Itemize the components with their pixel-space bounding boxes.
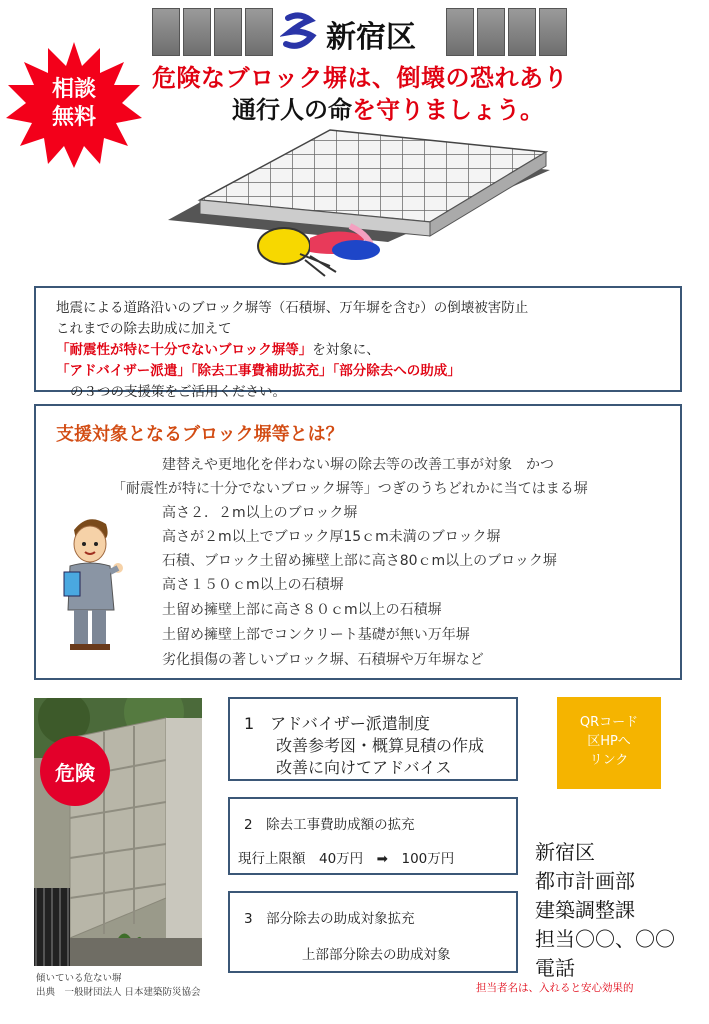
option2-title: 2 除去工事費助成額の拡充 (244, 817, 415, 833)
intro-line3 (56, 340, 680, 361)
main-title-line1: 危険なブロック塀は、倒壊の恐れあり (152, 64, 569, 92)
qr-line2: 区HPへ (587, 734, 631, 749)
intro-emphasis-target: 「耐震性が特に十分でないブロック塀等」 (56, 342, 313, 358)
support-item-5: 土留め擁壁上部に高さ８０ｃm以上の石積塀 (162, 602, 442, 618)
header-decoration-left (152, 8, 273, 56)
staff-illustration (58, 510, 128, 652)
intro-line4: 「アドバイザー派遣」「除去工事費補助拡充」「部分除去への助成」 (56, 363, 461, 379)
support-item-6: 土留め擁壁上部でコンクリート基礎が無い万年塀 (162, 627, 470, 643)
option3-title: 3 部分除去の助成対象拡充 (244, 911, 415, 927)
dangerous-wall-photo (34, 698, 202, 966)
option1-line2: 改善参考図・概算見積の作成 (276, 736, 485, 755)
intro-line1: 地震による道路沿いのブロック塀等（石積塀、万年塀を含む）の倒壊被害防止 (56, 300, 529, 316)
qr-line1: QRコード (579, 715, 639, 730)
option-subsidy-box (228, 797, 518, 875)
intro-line5: の３つの支援策をご活用ください。 (70, 384, 286, 400)
collapsed-wall-illustration (160, 126, 560, 290)
option1-title: 1 アドバイザー派遣制度 (244, 714, 430, 733)
contact-person: 担当〇〇、〇〇 (535, 927, 675, 951)
support-lead1: 建替えや更地化を伴わない塀の除去等の改善工事が対象 かつ (162, 457, 554, 473)
intro-line2: これまでの除去助成に加えて (56, 321, 232, 337)
contact-section: 建築調整課 (535, 898, 635, 922)
option1-line3: 改善に向けてアドバイス (276, 758, 452, 777)
option2-amount: 現行上限額 40万円 ➡ 100万円 (238, 851, 455, 867)
qr-code-link[interactable] (557, 697, 661, 789)
support-item-7: 劣化損傷の著しいブロック塀、石積塀や万年塀など (162, 652, 484, 668)
qr-line3: リンク (589, 753, 629, 768)
support-item-2: 高さが２m以上でブロック厚15ｃm未満のブロック塀 (162, 529, 501, 545)
contact-ward: 新宿区 (535, 840, 595, 864)
free-consult-badge (4, 40, 144, 170)
option3-detail: 上部部分除去の助成対象 (302, 947, 451, 963)
header-decoration-right (446, 8, 567, 56)
support-item-3: 石積、ブロック土留め擁壁上部に高さ80ｃm以上のブロック塀 (162, 553, 557, 569)
main-title-line2 (232, 90, 544, 125)
contact-phone: 電話 (535, 956, 575, 980)
intro-line3-tail: を対象に、 (312, 342, 380, 358)
contact-note: 担当者名は、入れると安心効果的 (476, 982, 634, 994)
contact-dept: 都市計画部 (535, 869, 635, 893)
title-tail: を守りましょう。 (352, 96, 544, 124)
title-emphasis: 通行人の命 (232, 96, 352, 124)
danger-badge: 危険 (40, 736, 110, 806)
ward-name: 新宿区 (326, 20, 416, 55)
ward-emblem-icon (280, 10, 320, 52)
badge-line2: 無料 (51, 105, 96, 130)
badge-line1: 相談 (51, 77, 96, 102)
photo-source: 出典 一般財団法人 日本建築防災協会 (36, 987, 201, 998)
support-item-1: 高さ２．２m以上のブロック塀 (162, 505, 358, 521)
support-criteria-box (34, 404, 682, 680)
photo-caption: 傾いている危ない塀 (36, 973, 122, 984)
support-lead2: 「耐震性が特に十分でないブロック塀等」つぎのうちどれかに当てはまる塀 (112, 481, 588, 497)
support-item-4: 高さ１５０ｃm以上の石積塀 (162, 577, 344, 593)
intro-box (34, 286, 682, 400)
contact-block (535, 838, 675, 983)
option-advisor-box (228, 697, 518, 781)
option-partial-box (228, 891, 518, 973)
support-heading: 支援対象となるブロック塀等とは？ (56, 424, 344, 445)
